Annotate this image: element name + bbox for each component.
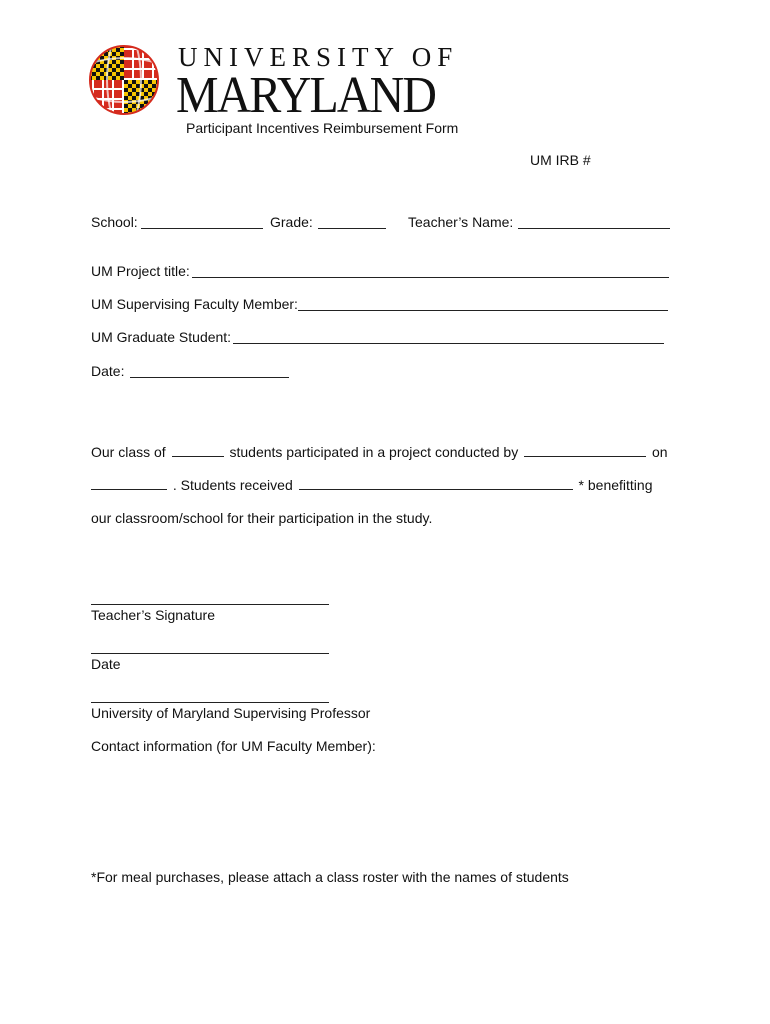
professor-signature-line[interactable] [91,702,329,703]
teacher-name-label: Teacher’s Name: [408,214,514,230]
statement-class-of: Our class of [91,444,166,460]
statement-benefitting: * benefitting [578,477,653,493]
statement-line-1 [91,443,668,461]
statement-students-received: . Students received [172,477,293,493]
statement-students-participated: students participated in a project conducted by [229,444,519,460]
grade-label: Grade: [270,214,313,230]
supervising-faculty-label: UM Supervising Faculty Member: [91,296,298,312]
date-label: Date: [91,363,125,379]
university-logo [88,40,498,124]
logo-line-maryland: MARYLAND [176,67,436,124]
form-title: Participant Incentives Reimbursement Form [186,120,459,136]
signature-date-label: Date [91,656,121,672]
teacher-signature-line[interactable] [91,604,329,605]
teacher-signature-label: Teacher’s Signature [91,607,216,623]
statement-line-3: our classroom/school for their participation in the study. [91,510,433,526]
graduate-student-label: UM Graduate Student: [91,329,232,345]
maryland-flag-globe-icon [88,44,160,116]
teacher-name-field[interactable] [518,228,670,229]
date-field[interactable] [130,377,289,378]
class-count-field[interactable] [172,444,224,457]
graduate-student-field[interactable] [233,343,664,344]
school-field[interactable] [141,228,263,229]
meal-purchase-footnote: *For meal purchases, please attach a class roster with the names of students [91,869,569,885]
project-title-field[interactable] [192,277,669,278]
supervising-faculty-field[interactable] [298,310,668,311]
irb-number-label: UM IRB # [530,152,591,168]
grade-field[interactable] [318,228,386,229]
contact-information-label: Contact information (for UM Faculty Member): [91,738,376,754]
statement-line-2 [91,476,652,494]
statement-on: on [652,444,668,460]
project-date-field[interactable] [91,477,167,490]
school-label: School: [91,214,138,230]
incentive-received-field[interactable] [299,477,573,490]
professor-signature-label: University of Maryland Supervising Professor [91,705,371,721]
project-title-label: UM Project title: [91,263,190,279]
signature-date-line[interactable] [91,653,329,654]
conducted-by-field[interactable] [524,444,646,457]
logo-line-university-of: UNIVERSITY OF [178,42,459,72]
